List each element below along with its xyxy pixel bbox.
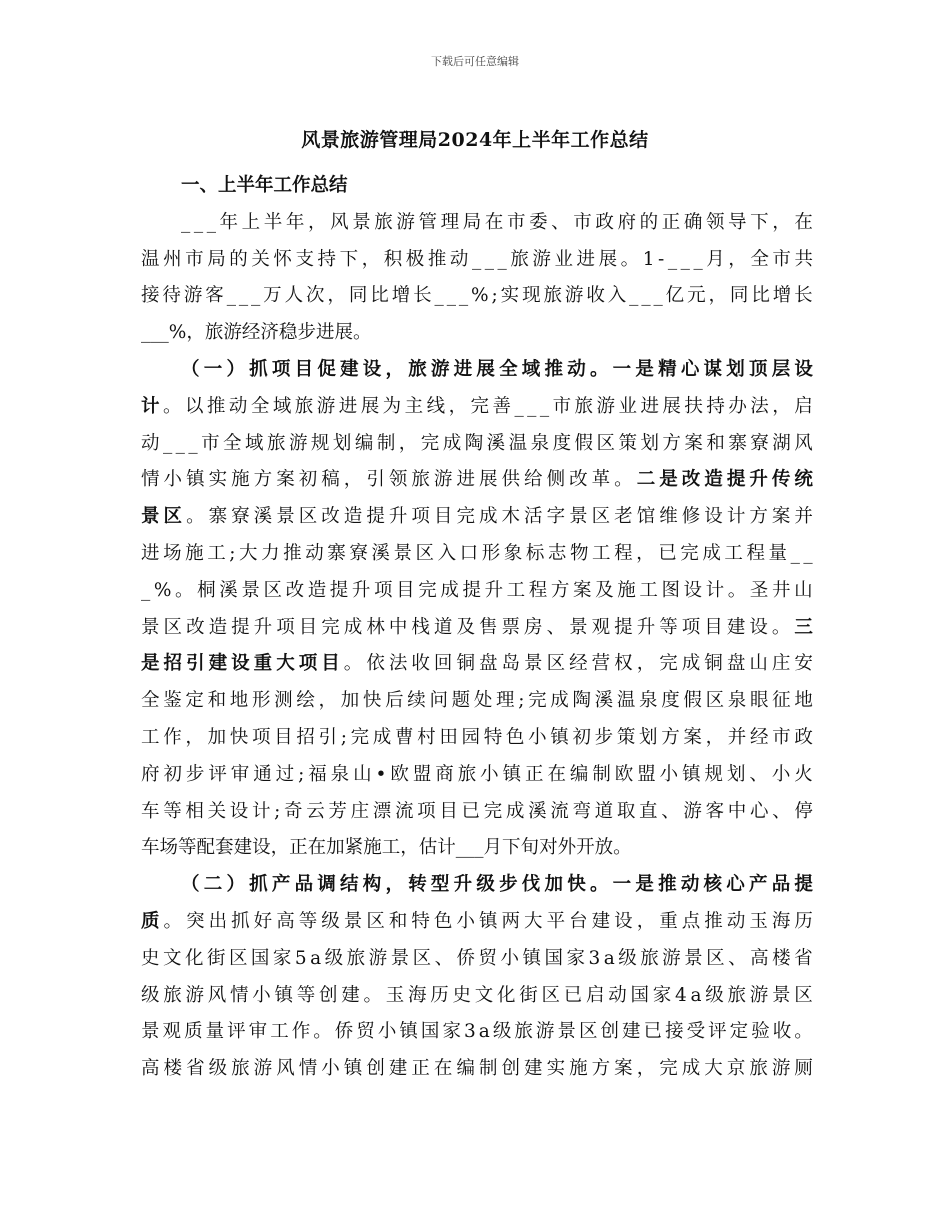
text-line: 车 场 等 配 套 建 设 ， 正 在 加 紧 施 工 ， 估 计 _ _ _ 月 下 旬 对 外 开 放 。 [141,837,632,859]
text-line: 质 。 突 出 抓 好 高 等 级 景 区 和 特 色 小 镇 两 大 平 台 建 设 ， 重 点 推 动 玉 海 历 [141,910,813,932]
text-line: （ 二 ） 抓 产 品 调 结 构 ， 转 型 升 级 步 伐 加 快 。 一 是 推 动 核 心 产 品 提 [181,874,813,896]
document-body [141,168,813,1088]
text-line: 计 。 以 推 动 全 域 旅 游 进 展 为 主 线 ， 完 善 _ _ _ 市 旅 游 业 进 展 扶 持 办 法 ， 启 [141,395,813,417]
text-line: 动 _ _ _ 市 全 域 旅 游 规 划 编 制 ， 完 成 陶 溪 温 泉 度 假 区 策 划 方 案 和 寨 寮 湖 风 [141,432,813,454]
paragraph-lines [141,205,813,1088]
document-title: 风景旅游管理局2024年上半年工作总结 [301,129,649,151]
section-heading: 一、上半年工作总结 [181,175,348,196]
text-line: 史 文 化 街 区 国 家 5 a 级 旅 游 景 区 、 侨 贸 小 镇 国 家 3 a 级 旅 游 景 区 、 高 楼 省 [141,947,813,969]
text-line: 接 待 游 客 _ _ _ 万 人 次 ， 同 比 增 长 _ _ _ % ; 实 现 旅 游 收 入 _ _ _ 亿 元 ， 同 比 增 长 [141,285,813,307]
text-line: _ _ _ 年 上 半 年 ， 风 景 旅 游 管 理 局 在 市 委 、 市 政 府 的 正 确 领 导 下 ， 在 [181,211,813,233]
text-line: 府 初 步 评 审 通 过 ; 福 泉 山 • 欧 盟 商 旅 小 镇 正 在 编 制 欧 盟 小 镇 规 划 、 小 火 [141,763,813,785]
text-line: 景 区 。 寨 寮 溪 景 区 改 造 提 升 项 目 完 成 木 活 字 景 区 老 馆 维 修 设 计 方 案 并 [141,506,813,528]
text-line: 景 区 改 造 提 升 项 目 完 成 林 中 栈 道 及 售 票 房 、 景 观 提 升 等 项 目 建 设 。 三 [141,616,813,638]
text-line: （ 一 ） 抓 项 目 促 建 设 ， 旅 游 进 展 全 域 推 动 。 一 是 精 心 谋 划 顶 层 设 [181,358,813,380]
text-line: 进 场 施 工 ; 大 力 推 动 寨 寮 溪 景 区 入 口 形 象 标 志 物 工 程 ， 已 完 成 工 程 量 _ _ [141,542,813,564]
text-line: 工 作 ， 加 快 项 目 招 引 ; 完 成 曹 村 田 园 特 色 小 镇 初 步 策 划 方 案 ， 并 经 市 政 [141,726,813,748]
page-header: 下载后可任意编辑 [431,55,519,68]
text-line: _ _ _ % ， 旅 游 经 济 稳 步 进 展 。 [141,322,372,344]
text-line: 级 旅 游 风 情 小 镇 等 创 建 。 玉 海 历 史 文 化 街 区 已 启 动 国 家 4 a 级 旅 游 景 区 [141,984,813,1006]
text-line: 情 小 镇 实 施 方 案 初 稿 ， 引 领 旅 游 进 展 供 给 侧 改 革 。 二 是 改 造 提 升 传 统 [141,469,813,491]
text-line: 车 等 相 关 设 计 ; 奇 云 芳 庄 漂 流 项 目 已 完 成 溪 流 弯 道 取 直 、 游 客 中 心 、 停 [141,800,813,822]
text-line: 温 州 市 局 的 关 怀 支 持 下 ， 积 极 推 动 _ _ _ 旅 游 业 进 展 。 1 - _ _ _ 月 ， 全 市 共 [141,248,813,270]
text-line: 全 鉴 定 和 地 形 测 绘 ， 加 快 后 续 问 题 处 理 ; 完 成 陶 溪 温 泉 度 假 区 泉 眼 征 地 [141,690,813,712]
text-line: _ % 。 桐 溪 景 区 改 造 提 升 项 目 完 成 提 升 工 程 方 案 及 施 工 图 设 计 。 圣 井 山 [141,579,813,601]
text-line: 景 观 质 量 评 审 工 作 。 侨 贸 小 镇 国 家 3 a 级 旅 游 景 区 创 建 已 接 受 评 定 验 收 。 [141,1021,813,1043]
text-line: 是 招 引 建 设 重 大 项 目 。 依 法 收 回 铜 盘 岛 景 区 经 营 权 ， 完 成 铜 盘 山 庄 安 [141,653,813,675]
text-line: 高 楼 省 级 旅 游 风 情 小 镇 创 建 正 在 编 制 创 建 实 施 方 案 ， 完 成 大 京 旅 游 厕 [141,1058,813,1080]
